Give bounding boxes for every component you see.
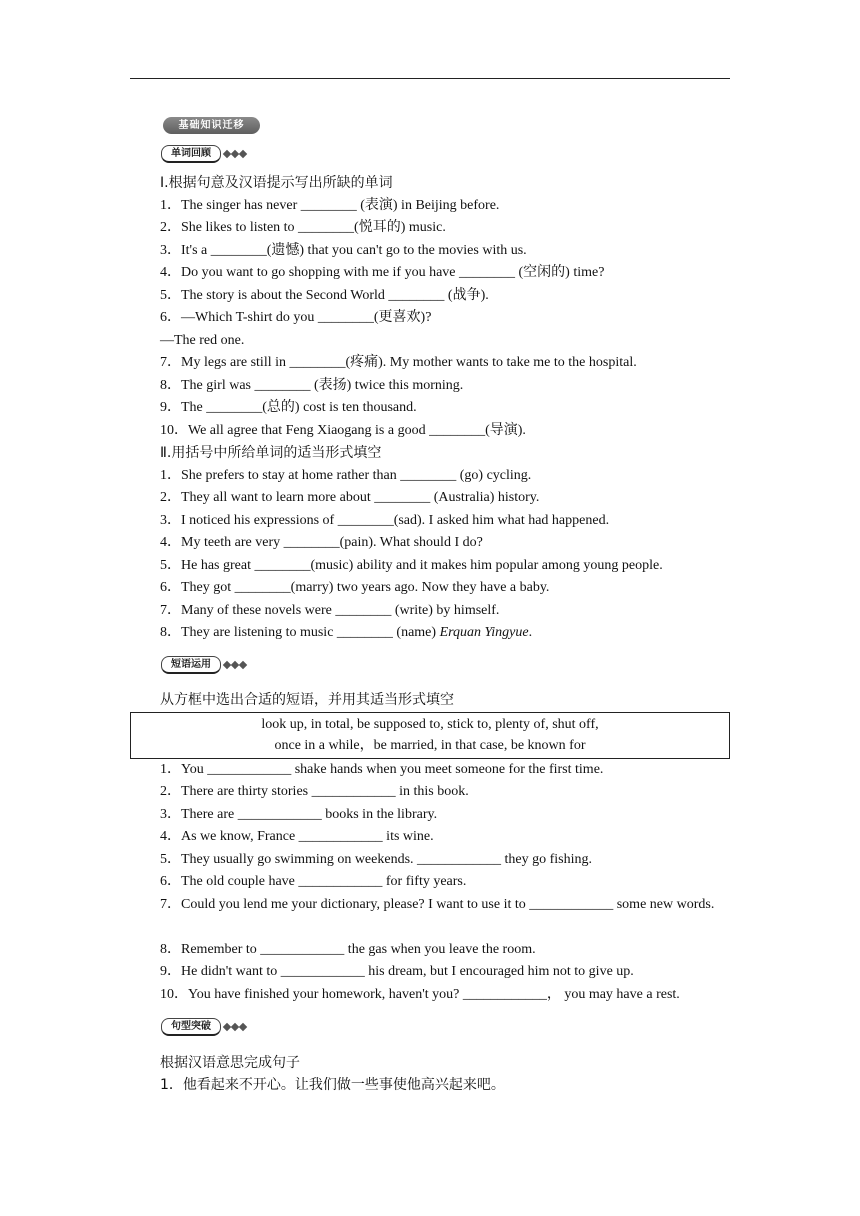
question-line: 1．The singer has never ________ (表演) in Beijing before. [160, 198, 500, 213]
phrase-box-line: look up, in total, be supposed to, stick to, plenty of, shut off, [261, 717, 599, 732]
question-text: 8．They are listening to music ________ (name) [160, 625, 440, 640]
question-punct: . [528, 625, 533, 640]
question-line: 2．They all want to learn more about ________ (Australia) history. [160, 490, 540, 505]
question-line: 6．The old couple have ____________ for fifty years. [160, 874, 467, 889]
sentences-instruction: 根据汉语意思完成句子 [160, 1055, 300, 1071]
question-line: 10．You have finished your homework, haven't you? ____________， you may have a rest. [160, 987, 680, 1002]
question-line: 9．The ________(总的) cost is ten thousand. [160, 400, 417, 415]
question-line: 5．The story is about the Second World ________ (战争). [160, 288, 489, 303]
diamond-dots-icon [224, 151, 246, 157]
question-line: 1．他看起来不开心。让我们做一些事使他高兴起来吧。 [160, 1077, 505, 1093]
question-line: 10．We all agree that Feng Xiaogang is a good ________(导演). [160, 423, 526, 438]
part1-title: Ⅰ.根据句意及汉语提示写出所缺的单词 [160, 175, 393, 191]
question-line: 3．I noticed his expressions of ________(sad). I asked him what had happened. [160, 513, 610, 528]
question-line: 4．Do you want to go shopping with me if you have ________ (空闲的) time? [160, 265, 605, 280]
question-line: 7．My legs are still in ________(疼痛). My mother wants to take me to the hospital. [160, 355, 637, 370]
question-line: 3．It's a ________(遗憾) that you can't go to the movies with us. [160, 243, 527, 258]
question-line: 2．She likes to listen to ________(悦耳的) music. [160, 220, 446, 235]
diamond-dots-icon [224, 662, 246, 668]
phrases-badge [161, 656, 246, 673]
phrase-box-line: once in a while，be married, in that case, be known for [274, 738, 586, 753]
question-line: 1．You ____________ shake hands when you meet someone for the first time. [160, 762, 604, 777]
question-line: 4．As we know, France ____________ its wine. [160, 829, 434, 844]
sentences-badge-label: 句型突破 [161, 1018, 221, 1036]
diamond-dots-icon [224, 1024, 246, 1030]
question-line: 2．There are thirty stories ____________ in this book. [160, 784, 469, 799]
question-line: 8．The girl was ________ (表扬) twice this morning. [160, 378, 464, 393]
question-line: 6．—Which T-shirt do you ________(更喜欢)? [160, 310, 432, 325]
question-line: 4．My teeth are very ________(pain). What should I do? [160, 535, 483, 550]
question-line: 8．Remember to ____________ the gas when you leave the room. [160, 942, 536, 957]
phrases-instruction: 从方框中选出合适的短语，并用其适当形式填空 [160, 692, 454, 708]
vocab-badge-label: 单词回顾 [161, 145, 221, 163]
phrases-badge-label: 短语运用 [161, 656, 221, 674]
question-line: 7．Many of these novels were ________ (write) by himself. [160, 603, 500, 618]
question-line: 5．He has great ________(music) ability and it makes him popular among young people. [160, 558, 663, 573]
sentences-badge [161, 1018, 246, 1035]
answer-line: —The red one. [160, 333, 245, 348]
question-paragraph: 7．Could you lend me your dictionary, please? I want to use it to ____________ some new words. [160, 897, 715, 912]
question-line: 5．They usually go swimming on weekends. ____________ they go fishing. [160, 852, 593, 867]
question-line: 1．She prefers to stay at home rather than ________ (go) cycling. [160, 468, 532, 483]
question-line [160, 623, 532, 643]
question-line: 6．They got ________(marry) two years ago. Now they have a baby. [160, 580, 550, 595]
section-badge: 基础知识迁移 [163, 117, 260, 134]
question-line: 3．There are ____________ books in the library. [160, 807, 438, 822]
vocab-badge [161, 145, 246, 162]
phrase-box [130, 712, 730, 759]
top-rule [130, 78, 730, 79]
song-title: Erquan Yingyue [439, 625, 529, 640]
question-line: 9．He didn't want to ____________ his dream, but I encouraged him not to give up. [160, 964, 634, 979]
part2-title: Ⅱ.用括号中所给单词的适当形式填空 [160, 445, 382, 461]
